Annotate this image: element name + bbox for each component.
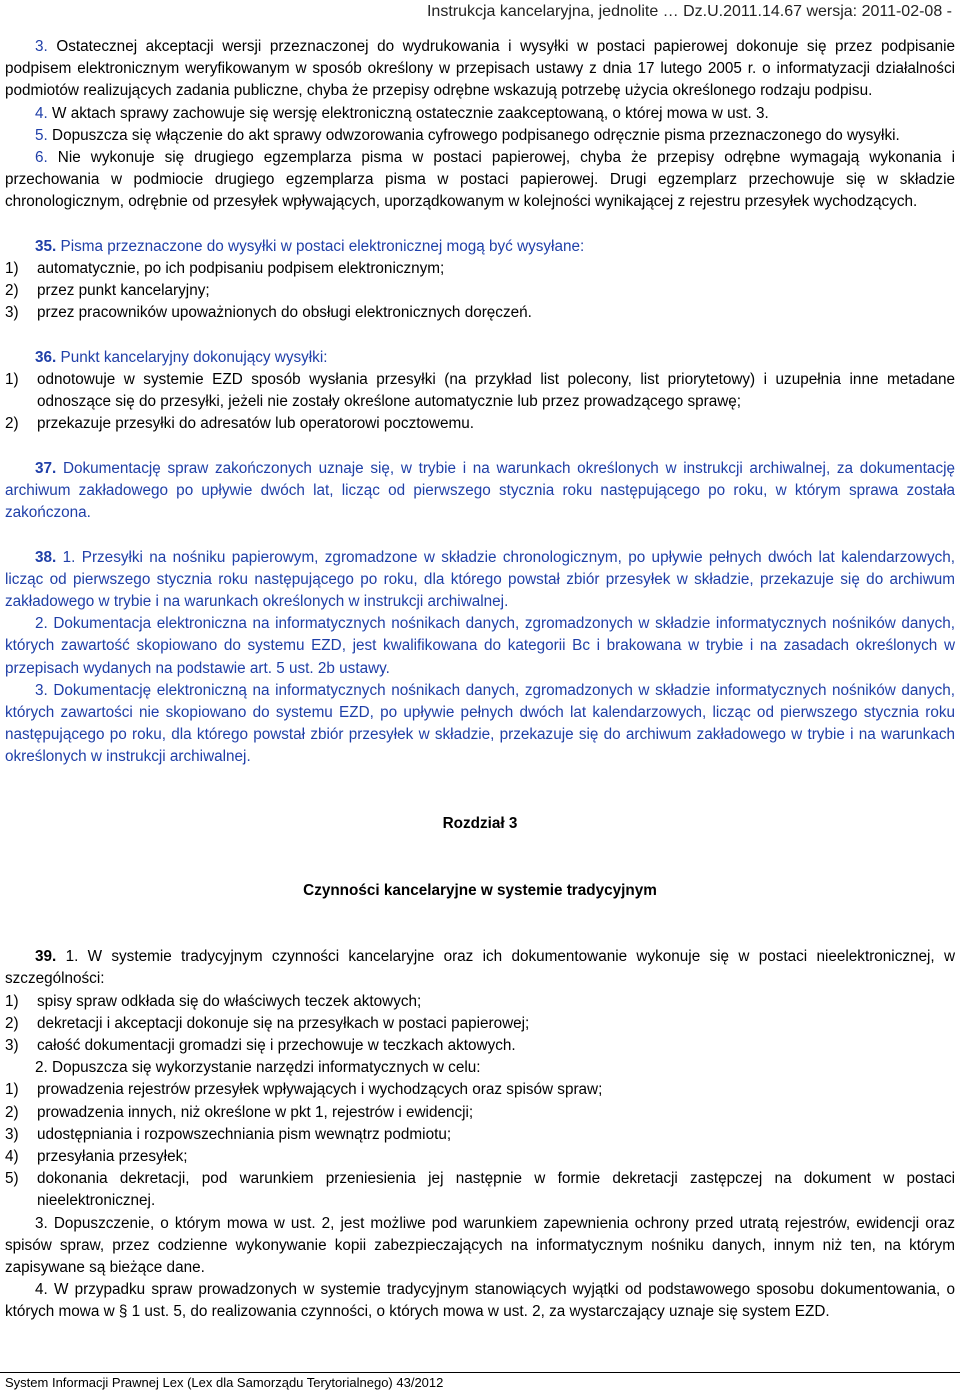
para-number: 4. <box>35 104 48 122</box>
section-39-ust-4 <box>5 1279 955 1323</box>
item-number: 1) <box>5 992 19 1010</box>
ust-text: Dokumentacja elektroniczna na informatycznych nośnikach danych, zgromadzonych w składzie informatycznych nośników danych, których zawartość skopiowano do systemu EZD, jest kwalifikowana do kategorii Bc i brakowana w trybie i na zasadach określonych w przepisach wydanych na podstawie art. 5 ust. 2b ustawy. <box>5 615 955 677</box>
ust-number: 3. <box>35 1214 48 1232</box>
section-36-intro <box>5 347 955 369</box>
page-header: Instrukcja kancelaryjna, jednolite … Dz.U.2011.14.67 wersja: 2011-02-08 - <box>426 3 952 20</box>
ust-number: 2. <box>35 1059 48 1077</box>
item-text: dokonania dekretacji, pod warunkiem przeniesienia jej następnie w formie dekretacji zastępczej na dokument w postaci nieelektronicznej. <box>37 1170 955 1210</box>
section-38-ust-1 <box>5 547 955 614</box>
para-text: Nie wykonuje się drugiego egzemplarza pisma w postaci papierowej, chyba że przepisy odrębne wymagają wykonania i przechowania w podmiocie drugiego egzemplarza pisma w postaci papierowej. Drugi egzemplarz przechowuje się w składzie chronologicznym, odrębnie od przesyłek wpływających, uporządkowanym w kolejności wynikającej z rejestru przesyłek wychodzących. <box>5 149 955 211</box>
item-text: udostępniania i rozpowszechniania pism wewnątrz podmiotu; <box>37 1125 452 1143</box>
item-number: 1) <box>5 371 19 389</box>
ust-text: Dopuszcza się wykorzystanie narzędzi informatycznych w celu: <box>47 1059 481 1077</box>
chapter-title: Czynności kancelaryjne w systemie tradycyjnym <box>303 881 657 899</box>
item-number: 3) <box>5 1036 19 1054</box>
item-number: 2) <box>5 415 19 433</box>
section-39-ust-3 <box>5 1213 955 1280</box>
list-item <box>5 1079 955 1101</box>
item-number: 5) <box>5 1170 19 1188</box>
item-text: prowadzenia innych, niż określone w pkt 1, rejestrów i ewidencji; <box>37 1103 474 1121</box>
section-38-ust-2 <box>5 613 955 680</box>
ust-number: 3. <box>35 681 48 699</box>
document-body <box>5 36 955 1324</box>
list-item <box>5 413 955 435</box>
ust-number: 1. <box>62 548 76 566</box>
section-37 <box>5 458 955 525</box>
para-text: W aktach sprawy zachowuje się wersję elektroniczną ostatecznie zaakceptowaną, o której mowa w ust. 3. <box>47 104 769 122</box>
item-text: przez punkt kancelaryjny; <box>37 282 210 300</box>
section-text: Pisma przeznaczone do wysyłki w postaci elektronicznej mogą być wysyłane: <box>56 237 585 255</box>
item-number: 2) <box>5 1014 19 1032</box>
ust-text: Dokumentację elektroniczną na informatycznych nośnikach danych, zgromadzonych w składzie informatycznych nośników danych, których zawartości nie skopiowano do systemu EZD, po upływie pełnych dwóch lat kalendarzowych, licząc od pierwszego stycznia roku następującego po roku, dla którego powstał zbiór przesyłek w składzie, przekazuje się do archiwum zakładowego w trybie i na warunkach określonych w instrukcji archiwalnej. <box>5 681 955 766</box>
para-text: Dopuszcza się włączenie do akt sprawy odwzorowania cyfrowego podpisanego odręcznie pisma przeznaczonego do wysyłki. <box>47 126 900 144</box>
list-item <box>5 302 955 324</box>
ust-number: 1. <box>65 948 79 966</box>
section-35-intro <box>5 236 955 258</box>
ust-number: 4. <box>35 1281 48 1299</box>
item-number: 4) <box>5 1148 19 1165</box>
list-item <box>5 1146 955 1168</box>
item-text: dekretacji i akceptacji dokonuje się na przesyłkach w postaci papierowej; <box>37 1014 530 1032</box>
list-item <box>5 258 955 280</box>
para-number: 5. <box>35 126 48 144</box>
item-number: 2) <box>5 1103 19 1121</box>
item-text: przez pracowników upoważnionych do obsługi elektronicznych doręczeń. <box>37 304 532 322</box>
section-number: 38. <box>35 548 57 566</box>
item-number: 1) <box>5 260 19 278</box>
ust-text: W systemie tradycyjnym czynności kancelaryjne oraz ich dokumentowanie wykonuje się w postaci nieelektronicznej, w szczególności: <box>5 948 956 988</box>
section-number: 37. <box>35 459 57 477</box>
item-text: przekazuje przesyłki do adresatów lub operatorowi pocztowemu. <box>37 415 475 433</box>
list-item <box>5 1102 955 1124</box>
list-item <box>5 1168 955 1212</box>
item-number: 3) <box>5 1125 19 1143</box>
item-text: odnotowuje w systemie EZD sposób wysłania przesyłki (na przykład list polecony, list priorytetowy) i uzupełnia inne metadane odnoszące się do przesyłki, jeżeli nie zostały określone automatycznie lub przez prowadzącego sprawę; <box>37 371 955 411</box>
paragraph-5 <box>5 125 955 147</box>
section-number: 39. <box>35 948 57 966</box>
item-text: całość dokumentacji gromadzi się i przechowuje w teczkach aktowych. <box>37 1036 516 1054</box>
section-text: Dokumentację spraw zakończonych uznaje się, w trybie i na warunkach określonych w instrukcji archiwalnej, za dokumentację archiwum zakładowego po upływie dwóch lat, licząc od pierwszego stycznia roku następującego po roku, w którym sprawa została zakończona. <box>5 459 955 522</box>
item-number: 3) <box>5 304 19 322</box>
section-38-ust-3 <box>5 680 955 769</box>
para-text: Ostatecznej akceptacji wersji przeznaczonej do wydrukowania i wysyłki w postaci papierowej dokonuje się przez podpisanie podpisem elektronicznym weryfikowanym w sposób określony w przepisach ustawy z dnia 17 lutego 2005 r. o informatyzacji działalności podmiotów realizujących zadania publiczne, chyba że przepisy odrębne wskazują potrzebę użycia określonego rodzaju podpisu. <box>5 38 955 100</box>
list-item <box>5 1035 955 1057</box>
list-item <box>5 280 955 302</box>
item-text: automatycznie, po ich podpisaniu podpisem elektronicznym; <box>37 260 445 278</box>
para-number: 6. <box>35 149 48 167</box>
list-item <box>5 369 955 413</box>
section-39-ust-2 <box>5 1057 955 1079</box>
list-item <box>5 1124 955 1146</box>
section-text: Punkt kancelaryjny dokonujący wysyłki: <box>56 348 328 366</box>
item-text: spisy spraw odkłada się do właściwych teczek aktowych; <box>37 992 422 1010</box>
section-number: 35. <box>35 237 57 255</box>
section-39-ust-1 <box>5 946 955 990</box>
item-number: 1) <box>5 1081 19 1099</box>
paragraph-3 <box>5 36 955 103</box>
item-text: prowadzenia rejestrów przesyłek wpływających i wychodzących oraz spisów spraw; <box>37 1081 603 1099</box>
paragraph-6 <box>5 147 955 214</box>
ust-text: Przesyłki na nośniku papierowym, zgromadzone w składzie chronologicznym, po upływie pełnych dwóch lat kalendarzowych, licząc od pierwszego stycznia roku następującego po roku, dla którego powstał zbiór przesyłek w składzie, przekazuje się do archiwum zakładowego w trybie i na warunkach określonych w instrukcji archiwalnej. <box>5 548 956 611</box>
chapter-number: Rozdział 3 <box>442 815 518 833</box>
page-footer: System Informacji Prawnej Lex (Lex dla Samorządu Terytorialnego) 43/2012 <box>0 1372 960 1392</box>
list-item <box>5 1013 955 1035</box>
paragraph-4 <box>5 103 955 125</box>
para-number: 3. <box>35 38 48 55</box>
ust-text: Dopuszczenie, o którym mowa w ust. 2, jest możliwe pod warunkiem zapewnienia ochrony przed utratą rejestrów, ewidencji oraz spisów spraw, przez codzienne wykonywanie kopii zabezpieczających na informatycznym nośniku danych, innym niż ten, na którym zapisywane są bieżące dane. <box>5 1214 955 1277</box>
item-number: 2) <box>5 282 19 300</box>
list-item <box>5 991 955 1013</box>
item-text: przesyłania przesyłek; <box>37 1148 188 1165</box>
ust-number: 2. <box>35 615 48 633</box>
ust-text: W przypadku spraw prowadzonych w systemie tradycyjnym stanowiących wyjątki od podstawowego sposobu dokumentowania, o których mowa w § 1 ust. 5, do realizowania czynności, o których mowa w ust. 2, za wystarczający uznaje się system EZD. <box>5 1281 955 1321</box>
section-number: 36. <box>35 348 57 366</box>
